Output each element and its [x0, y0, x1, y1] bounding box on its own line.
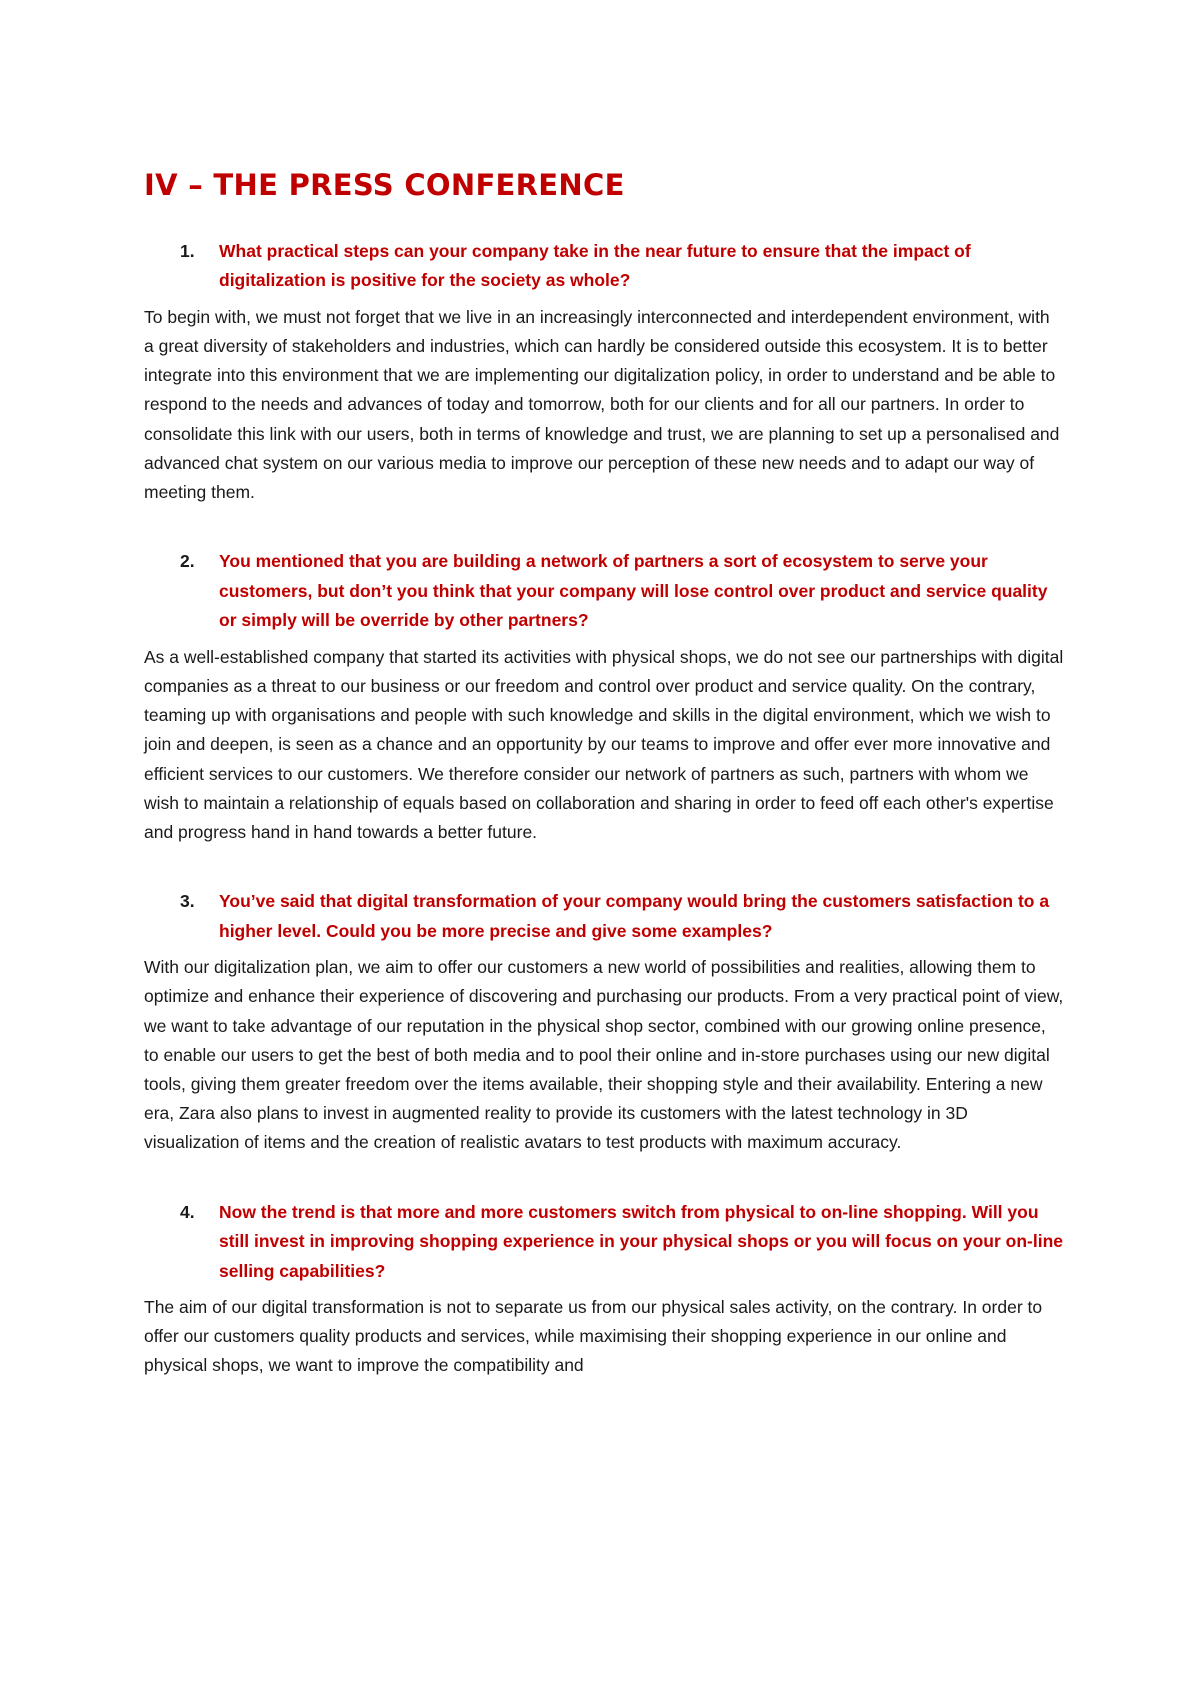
answer-1: To begin with, we must not forget that we live in an increasingly interconnected and interdependent environment, with a great diversity of stakeholders and industries, which can hardly be considered outside this ecosystem. It is to better integrate into this environment that we are implementing our digitalization policy, in order to understand and be able to respond to the needs and advances of today and tomorrow, both for our clients and for all our partners. In order to consolidate this link with our users, both in terms of knowledge and trust, we are planning to set up a personalised and advanced chat system on our various media to improve our perception of these new needs and to adapt our way of meeting them. [144, 306, 1060, 503]
question-3 [144, 887, 1064, 946]
question-text: What practical steps can your company take in the near future to ensure that the impact of digitalization is positive for the society as whole? [219, 240, 971, 291]
question-text: You mentioned that you are building a network of partners a sort of ecosystem to serve your customers, but don’t you think that your company will lose control over product and service quality or simply will be override by other partners? [219, 551, 1048, 631]
document-title: IV – THE PRESS CONFERENCE [144, 168, 625, 202]
answer-2: As a well-established company that started its activities with physical shops, we do not see our partnerships with digital companies as a threat to our business or our freedom and control over product and service quality. On the contrary, teaming up with organisations and people with such knowledge and skills in the digital environment, which we wish to join and deepen, is seen as a chance and an opportunity by our teams to improve and offer ever more innovative and efficient services to our customers. We therefore consider our network of partners as such, partners with whom we wish to maintain a relationship of equals based on collaboration and sharing in order to feed off each other's expertise and progress hand in hand towards a better future. [144, 646, 1064, 842]
question-2 [144, 547, 1064, 636]
question-number: 2. [180, 551, 195, 572]
question-text: Now the trend is that more and more customers switch from physical to on-line shopping. Will you still invest in improving shopping experience in your physical shops or you will focus on your on-line selling capabilities? [219, 1201, 1064, 1281]
question-4 [144, 1198, 1064, 1287]
answer-3: With our digitalization plan, we aim to offer our customers a new world of possibilities and realities, allowing them to optimize and enhance their experience of discovering and purchasing our products. From a very practical point of view, we want to take advantage of our reputation in the physical shop sector, combined with our growing online presence, to enable our users to get the best of both media and to pool their online and in-store purchases using our new digital tools, giving them greater freedom over the items available, their shopping style and their availability. Entering a new era, Zara also plans to invest in augmented reality to provide its customers with the latest technology in 3D visualization of items and the creation of realistic avatars to test products with maximum accuracy. [144, 957, 1064, 1153]
question-number: 1. [180, 240, 195, 261]
question-1 [144, 237, 1064, 296]
question-number: 4. [180, 1201, 195, 1222]
question-text: You’ve said that digital transformation of your company would bring the customers satisfaction to a higher level. Could you be more precise and give some examples? [219, 891, 1050, 941]
question-number: 3. [180, 891, 195, 912]
answer-4: The aim of our digital transformation is not to separate us from our physical sales activity, on the contrary. In order to offer our customers quality products and services, while maximising their shopping experience in our online and physical shops, we want to improve the compatibility and [144, 1297, 1043, 1376]
document-page [144, 150, 1064, 1381]
